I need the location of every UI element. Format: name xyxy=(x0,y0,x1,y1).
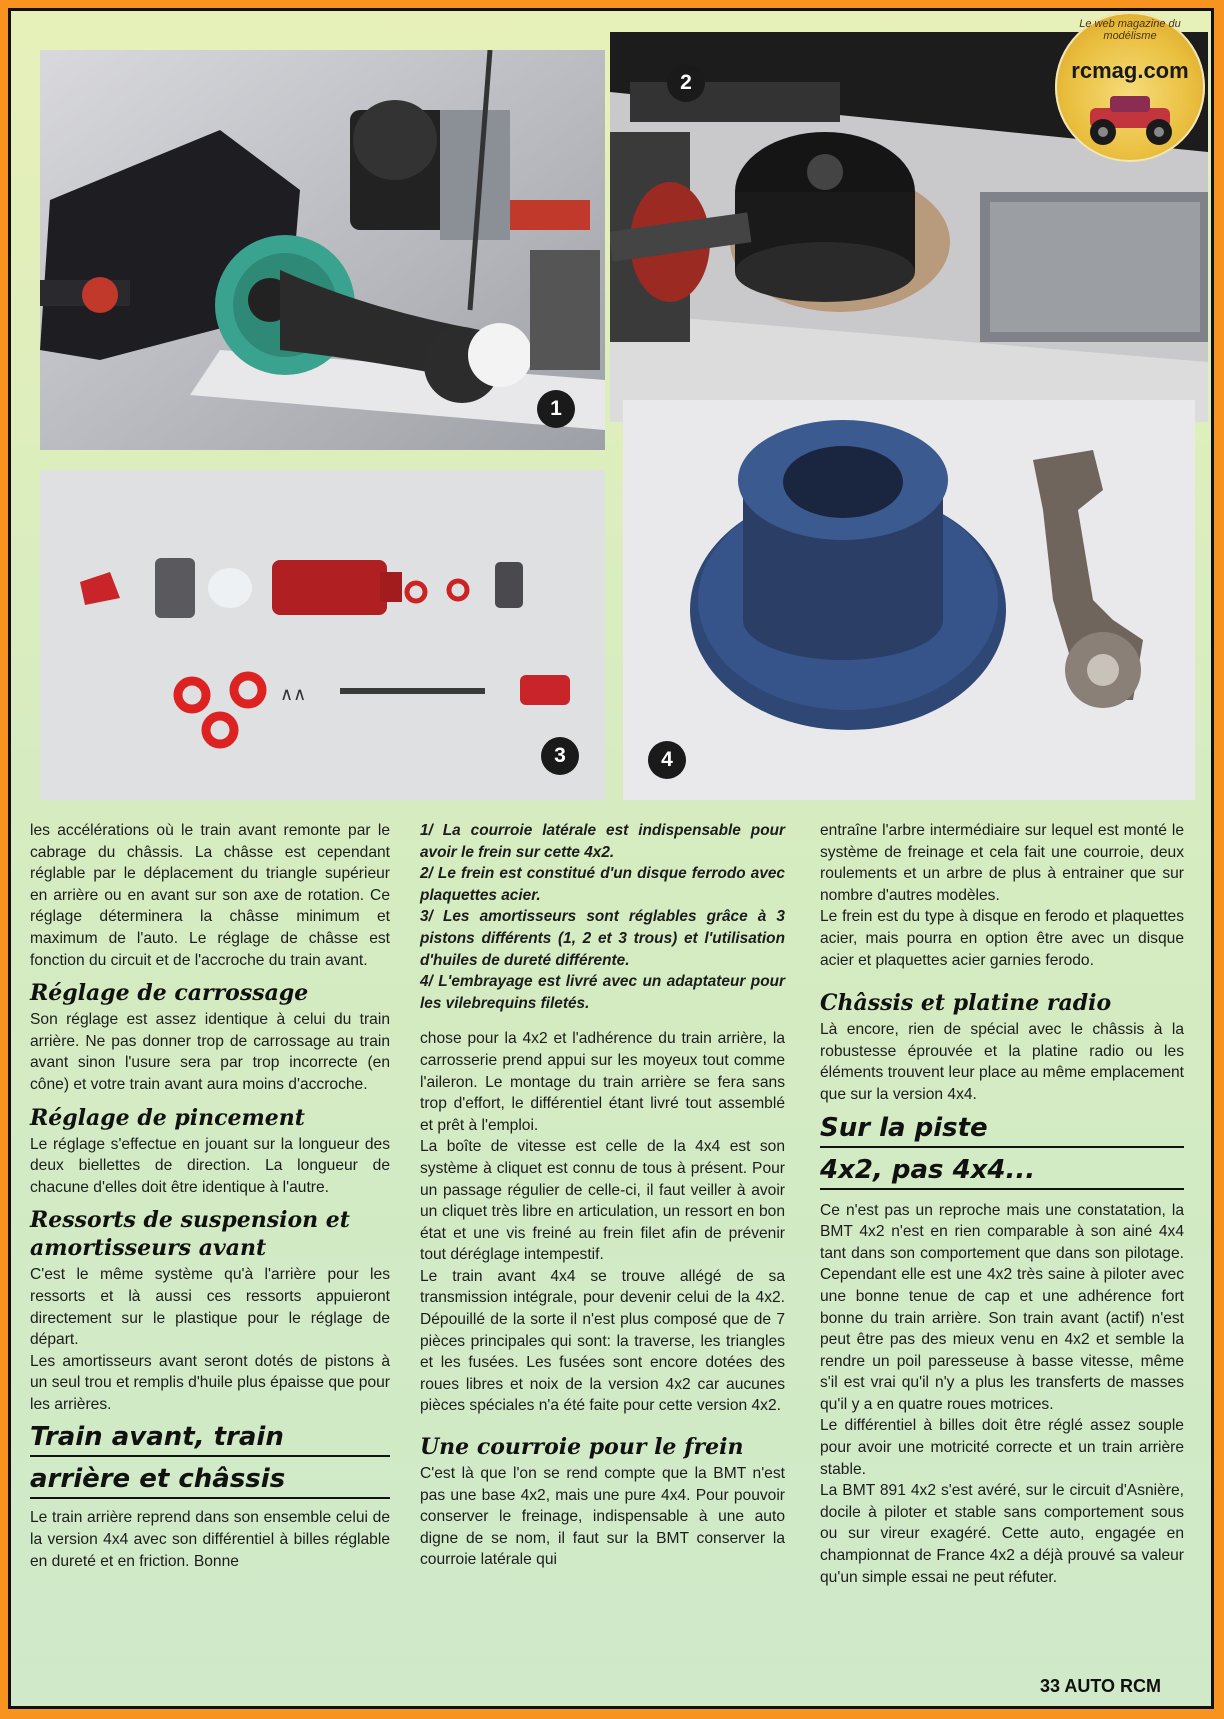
col3-p3: Là encore, rien de spécial avec le châssis à la robustesse éprouvée et la platine radio ou les éléments trouvent leur place au même emplacement que sur la version 4x4. xyxy=(820,1021,1184,1103)
logo-site: rcmag.com xyxy=(1071,58,1189,83)
col3-p2: Le frein est du type à disque en ferodo et plaquettes acier, mais pourra en option être avec un disque acier et plaquettes acier garnies ferodo. xyxy=(820,908,1184,969)
heading-carrossage: Réglage de carrossage xyxy=(30,980,309,1007)
heading-ressorts: Ressorts de suspension et amortisseurs avant xyxy=(30,1207,350,1262)
column-2 xyxy=(420,820,785,1571)
logo-car-icon xyxy=(1075,90,1185,150)
heading-train-line-1: Train avant, train xyxy=(30,1419,390,1457)
caption-2: 2/ Le frein est constitué d'un disque ferrodo avec plaquettes acier. xyxy=(420,865,785,904)
col3-p1: entraîne l'arbre intermédiaire sur lequel est monté le système de freinage et cela fait une courroie, deux roulements et un arbre de plus à entrainer que sur nombre d'autres modèles. xyxy=(820,822,1184,904)
col1-carrossage: Son réglage est assez identique à celui du train arrière. Ne pas donner trop de carrossage au train avant sinon l'usure sera par trop incorrecte (en cône) et votre train avant aura moins d'accroche. xyxy=(30,1011,390,1093)
col3-p5: Le différentiel à billes doit être réglé assez souple pour avoir une motricité correcte et un train arrière stable. xyxy=(820,1417,1184,1478)
caption-3: 3/ Les amortisseurs sont réglables grâce à 3 pistons différents (1, 2 et 3 trous) et l'utilisation d'huiles de dureté différente. xyxy=(420,908,785,969)
heading-courroie: Une courroie pour le frein xyxy=(420,1434,744,1461)
heading-piste-line-2: 4x2, pas 4x4... xyxy=(820,1152,1184,1190)
page-footer xyxy=(1040,1676,1161,1697)
photo-3-number: 3 xyxy=(541,737,579,775)
page-number: 33 xyxy=(1040,1676,1061,1696)
caption-4: 4/ L'embrayage est livré avec un adaptateur pour les vilebrequins filetés. xyxy=(420,973,786,1012)
col2-p1: chose pour la 4x2 et l'adhérence du train arrière, la carrosserie prend appui sur les moyeux tout comme l'aileron. Le montage du train arrière se fera sans trop d'effort, le différentiel étant livré tout assemblé et prêt à l'emploi. xyxy=(420,1030,785,1134)
photo-1-belt-drive xyxy=(40,50,605,450)
svg-text:∧∧: ∧∧ xyxy=(280,684,307,705)
col1-intro: les accélérations où le train avant remonte par le cabrage du châssis. La châsse est cependant réglable par le déplacement du triangle supérieur en arrière ou en avant sur son axe de rotation. Ce réglage déterminera la châsse minimum et maximum de l'auto. Le réglage de châsse est fonction du circuit et de l'accroche du train avant. xyxy=(30,822,390,969)
caption-1: 1/ La courroie latérale est indispensable pour avoir le frein sur cette 4x2. xyxy=(420,822,785,861)
photo-4-number: 4 xyxy=(648,741,686,779)
heading-train-line-2: arrière et châssis xyxy=(30,1461,390,1499)
heading-piste-line-1: Sur la piste xyxy=(820,1110,1184,1148)
photo-1-number: 1 xyxy=(537,390,575,428)
col2-p3: Le train avant 4x4 se trouve allégé de sa transmission intégrale, pour devenir celui de la 4x2. Dépouillé de la sorte il n'est plus composé que de 7 pièces principales qui sont: la traverse, les triangles et les fusées. Les fusées sont encore dotées des roues libres et noix de la version 4x2 car aucunes pièces spéciales n'a été faite pour cette version 4x2. xyxy=(420,1267,785,1415)
logo-tagline: Le web magazine du modélisme xyxy=(1079,18,1181,42)
photo-3-shock-parts xyxy=(40,470,605,800)
col1-ressorts-2: Les amortisseurs avant seront dotés de pistons à un seul trou et remplis d'huile plus épaisse que pour les arrières. xyxy=(30,1352,390,1413)
column-1 xyxy=(30,820,390,1572)
photo-4-clutch xyxy=(623,400,1195,800)
magazine-name: AUTO RCM xyxy=(1064,1676,1162,1696)
col1-pincement: Le réglage s'effectue en jouant sur la longueur des deux biellettes de direction. La longueur de chacune d'elles doit être identique à l'autre. xyxy=(30,1135,390,1196)
heading-pincement: Réglage de pincement xyxy=(30,1104,305,1131)
col1-train: Le train arrière reprend dans son ensemble celui de la version 4x4 avec son différentiel à billes réglable en dureté et en friction. Bonne xyxy=(30,1509,390,1570)
rcmag-logo xyxy=(1055,12,1205,162)
col2-p4: C'est là que l'on se rend compte que la BMT n'est pas une base 4x2, mais une pure 4x4. Pour pouvoir conserver le freinage, indispensable à une auto digne de se nom, il faut sur la BMT conserver la courroie latérale qui xyxy=(420,1465,785,1569)
heading-chassis: Châssis et platine radio xyxy=(820,990,1112,1017)
col1-ressorts-1: C'est le même système qu'à l'arrière pour les ressorts et là aussi ces ressorts appuieront directement sur le plastique pour le réglage de départ. xyxy=(30,1266,390,1349)
col3-p4: Ce n'est pas un reproche mais une constatation, la BMT 4x2 n'est en rien comparable à son ainé 4x4 tant dans son comportement que dans son pilotage. Cependant elle est une 4x2 très saine à piloter avec une bonne tenue de cap et une adhérence fort bonne du train arrière. Son train avant (actif) n'est peut être pas des mieux venu en 4x2 et semble la rendre un poil paresseuse à basse vitesse, même s'il est vrai qu'il n'y a plus les transferts de masses qu'il y a en quatre roues motrices. xyxy=(820,1201,1184,1413)
photo-captions xyxy=(420,820,785,1014)
column-3 xyxy=(820,820,1184,1588)
col3-p6: La BMT 891 4x2 s'est avéré, sur le circuit d'Asnière, docile à piloter et stable sans comportement sous ou sur vireur exagéré. Cette auto, engagée en championnat de France 4x2 a déjà prouvé sa valeur qu'un simple essai ne peut réfuter. xyxy=(820,1482,1184,1586)
photo-2-number: 2 xyxy=(667,64,705,102)
col2-p2: La boîte de vitesse est celle de la 4x4 est son système à cliquet est connu de tous à présent. Pour un passage régulier de celle-ci, il faut veiller à avoir un cliquet très libre en articulation, un ressort en bon état et une vis freiné au frein filet afin de prévenir tout déréglage intempestif. xyxy=(420,1138,785,1264)
